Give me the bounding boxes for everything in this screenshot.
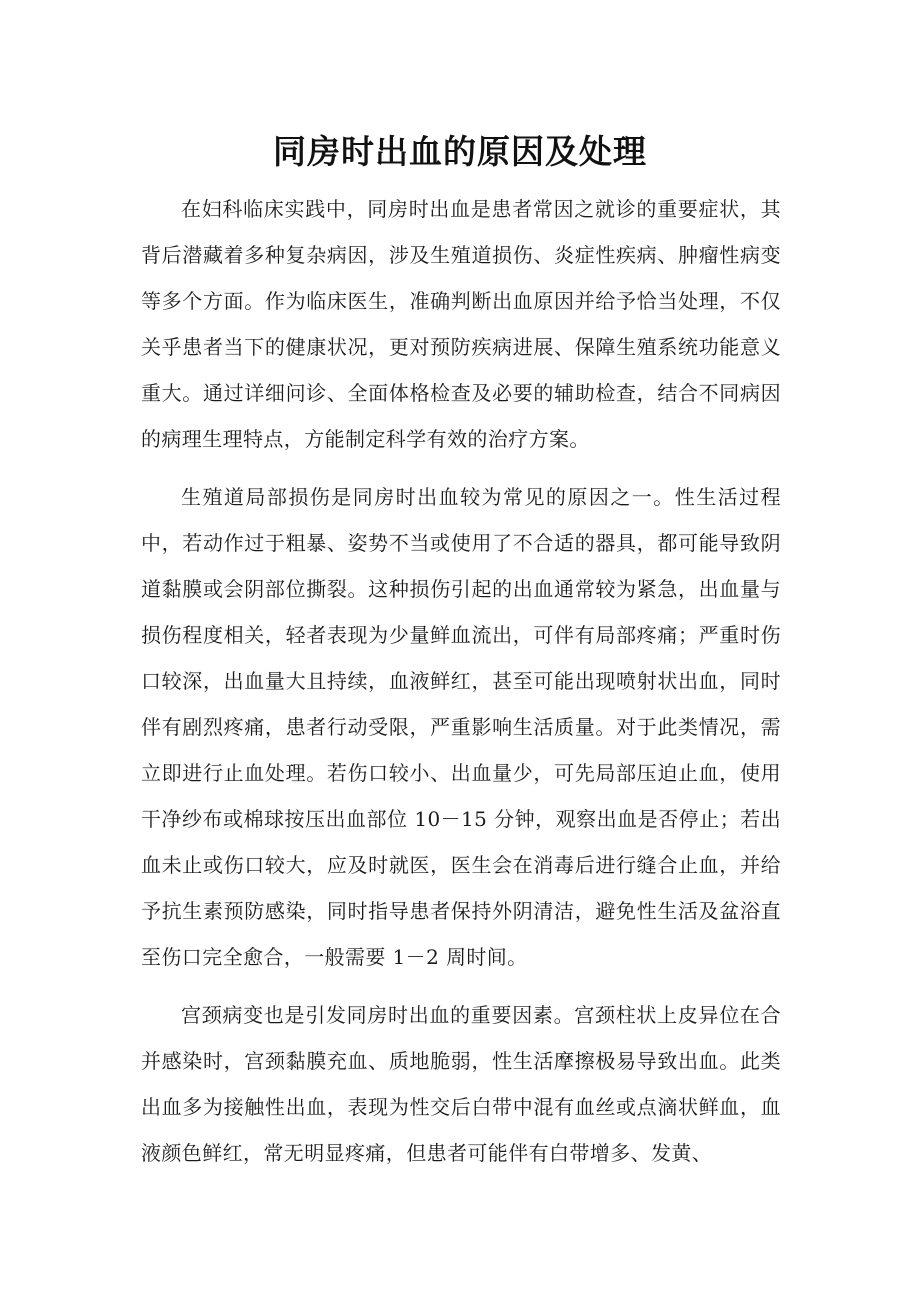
document-title: 同房时出血的原因及处理 (273, 132, 647, 171)
document-body (141, 186, 781, 1188)
paragraph-cervical-lesion: 宫颈病变也是引发同房时出血的重要因素。宫颈柱状上皮异位在合并感染时，宫颈黏膜充血、质地脆弱，性生活摩擦极易导致出血。此类出血多为接触性出血，表现为性交后白带中混有血丝或点滴状鲜血，血液颜色鲜红，常无明显疼痛，但患者可能伴有白带增多、发黄、 (141, 1003, 781, 1165)
paragraph-genital-injury: 生殖道局部损伤是同房时出血较为常见的原因之一。性生活过程中，若动作过于粗暴、姿势不当或使用了不合适的器具，都可能导致阴道黏膜或会阴部位撕裂。这种损伤引起的出血通常较为紧急，出血量与损伤程度相关，轻者表现为少量鲜血流出，可伴有局部疼痛；严重时伤口较深，出血量大且持续，血液鲜红，甚至可能出现喷射状出血，同时伴有剧烈疼痛，患者行动受限，严重影响生活质量。对于此类情况，需立即进行止血处理。若伤口较小、出血量少，可先局部压迫止血，使用干净纱布或棉球按压出血部位 10－15 分钟，观察出血是否停止；若出血未止或伤口较大，应及时就医，医生会在消毒后进行缝合止血，并给予抗生素预防感染，同时指导患者保持外阴清洁，避免性生活及盆浴直至伤口完全愈合，一般需要 1－2 周时间。 (141, 485, 781, 969)
paragraph-intro: 在妇科临床实践中，同房时出血是患者常因之就诊的重要症状，其背后潜藏着多种复杂病因，涉及生殖道损伤、炎症性疾病、肿瘤性病变等多个方面。作为临床医生，准确判断出血原因并给予恰当处理，不仅关乎患者当下的健康状况，更对预防疾病进展、保障生殖系统功能意义重大。通过详细问诊、全面体格检查及必要的辅助检查，结合不同病因的病理生理特点，方能制定科学有效的治疗方案。 (141, 197, 781, 451)
